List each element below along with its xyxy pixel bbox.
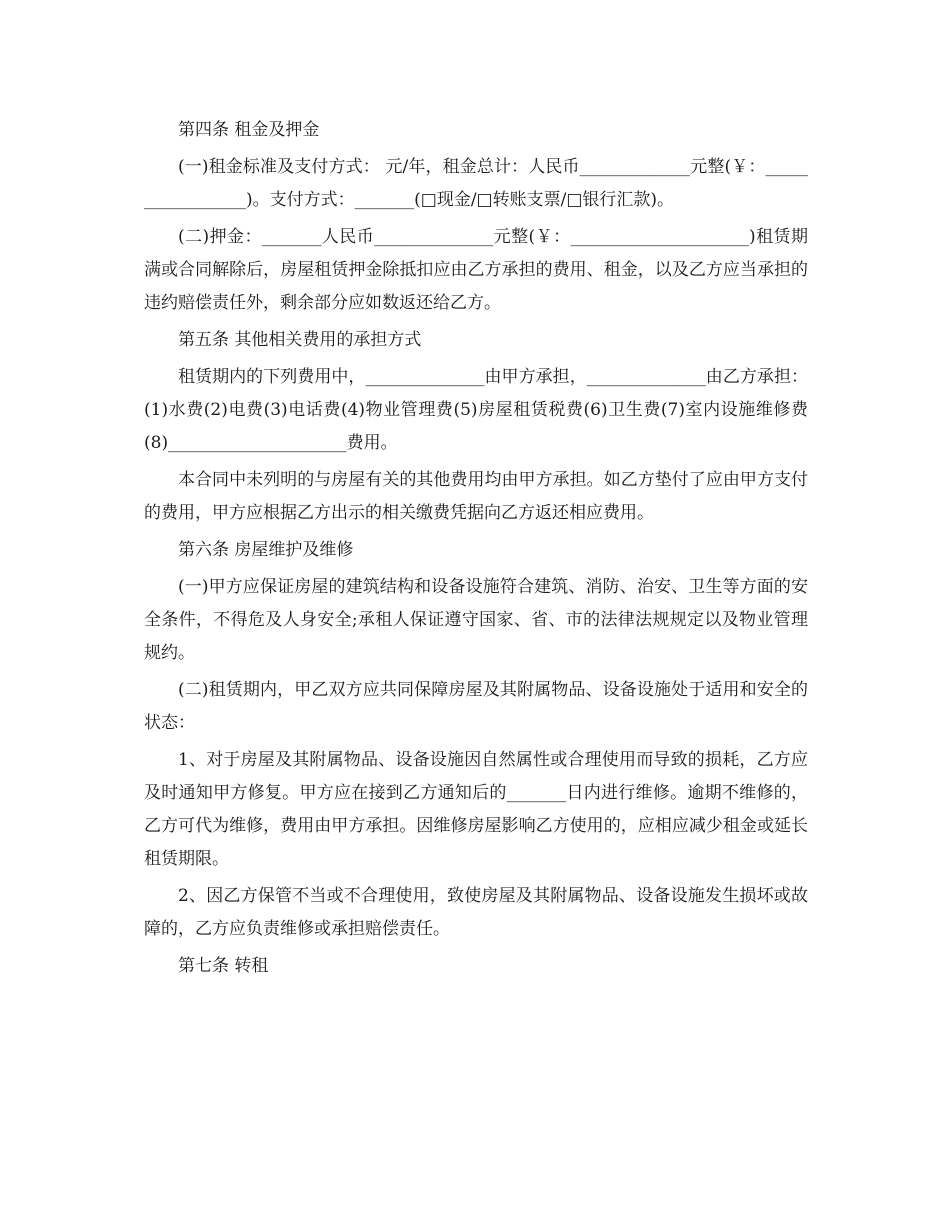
- maintenance-paragraph-1: (一)甲方应保证房屋的建筑结构和设备设施符合建筑、消防、治安、卫生等方面的安全条件，不得危及人身安全;承租人保证遵守国家、省、市的法律法规规定以及物业管理规约。: [144, 577, 808, 663]
- section-heading-5: 第五条 其他相关费用的承担方式: [178, 330, 422, 350]
- rent-payment-paragraph: (一)租金标准及支付方式： 元/年，租金总计：人民币_____________元整(￥：_________________)。支付方式：_______(□现金/□转账支票/□银行汇款)。: [144, 157, 808, 210]
- other-fees-paragraph: 本合同中未列明的与房屋有关的其他费用均由甲方承担。如乙方垫付了应由甲方支付的费用，甲方应根据乙方出示的相关缴费凭据向乙方返还相应费用。: [144, 470, 808, 523]
- maintenance-item-1: 1、对于房屋及其附属物品、设备设施因自然属性或合理使用而导致的损耗，乙方应及时通知甲方修复。甲方应在接到乙方通知后的_______日内进行维修。逾期不维修的，乙方可代为维修，费用由甲方承担。因维修房屋影响乙方使用的，应相应减少租金或延长租赁期限。: [144, 750, 808, 869]
- section-heading-6: 第六条 房屋维护及维修: [178, 540, 354, 560]
- fees-paragraph: 租赁期内的下列费用中，______________由甲方承担，______________由乙方承担：(1)水费(2)电费(3)电话费(4)物业管理费(5)房屋租赁税费(6)卫生费(7)室内设施维修费(8)_____________________费用。: [144, 367, 808, 453]
- maintenance-item-2: 2、因乙方保管不当或不合理使用，致使房屋及其附属物品、设备设施发生损坏或故障的，乙方应负责维修或承担赔偿责任。: [144, 886, 808, 939]
- section-heading-7: 第七条 转租: [178, 956, 269, 976]
- document-page: [144, 114, 808, 987]
- section-heading-4: 第四条 租金及押金: [178, 120, 320, 140]
- deposit-paragraph: (二)押金：_______人民币______________元整(￥：_____________________)租赁期满或合同解除后，房屋租赁押金除抵扣应由乙方承担的费用、租金，以及乙方应当承担的违约赔偿责任外，剩余部分应如数返还给乙方。: [144, 227, 808, 313]
- maintenance-paragraph-2: (二)租赁期内，甲乙双方应共同保障房屋及其附属物品、设备设施处于适用和安全的状态：: [144, 680, 808, 733]
